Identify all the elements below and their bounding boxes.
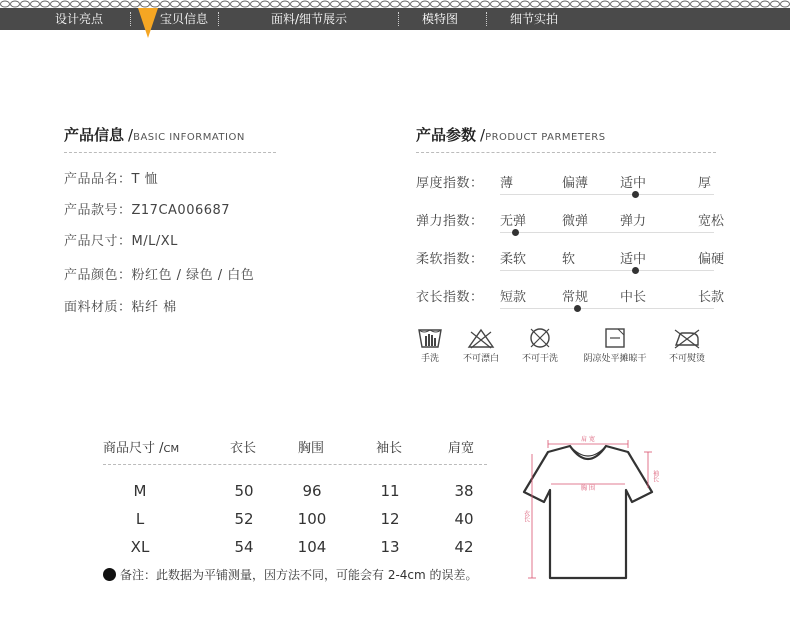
nav-separator <box>486 12 487 26</box>
diagram-label-length: 衣长 <box>522 510 530 522</box>
dry-flat-shade-icon <box>604 327 626 349</box>
param-option: 厚 <box>698 176 712 191</box>
product-params-subtitle: PRODUCT PARMETERS <box>485 132 606 143</box>
diagram-label-shoulder: 肩 宽 <box>581 436 595 443</box>
nav-separator <box>130 12 131 26</box>
care-dry-flat-shade <box>580 327 650 364</box>
nav-item-design[interactable]: 设计亮点 <box>55 12 104 26</box>
param-scale-line <box>500 194 714 195</box>
size-cell-size: XL <box>130 538 150 556</box>
nav-separator <box>398 12 399 26</box>
param-row <box>416 210 725 236</box>
size-cell-value: 54 <box>234 538 254 556</box>
param-option: 偏薄 <box>562 176 589 191</box>
diagram-label-sleeve: 袖长 <box>651 470 659 482</box>
nav-item-product-info[interactable]: 宝贝信息 <box>160 12 209 26</box>
size-cell-value: 52 <box>234 510 254 528</box>
bullet-icon <box>103 568 116 581</box>
size-note <box>103 566 478 583</box>
no-iron-icon <box>672 327 702 349</box>
param-row <box>416 172 716 198</box>
size-table-divider <box>103 464 487 465</box>
param-selected-dot <box>574 305 581 312</box>
param-label: 柔软指数： <box>416 252 484 267</box>
care-label: 不可漂白 <box>462 354 499 364</box>
size-cell-value: 42 <box>454 538 474 556</box>
size-note-text: 备注：此数据为平铺测量，因方法不同，可能会有 2-4cm 的误差。 <box>120 568 478 582</box>
hand-wash-icon <box>417 327 443 349</box>
param-option: 微弹 <box>562 214 589 229</box>
param-selected-dot <box>512 229 519 236</box>
param-option: 弹力 <box>620 214 647 229</box>
param-label: 衣长指数： <box>416 290 484 305</box>
param-option: 柔软 <box>500 252 527 267</box>
product-params-heading <box>416 124 606 145</box>
size-cell-value: 96 <box>302 482 322 500</box>
param-scale-line <box>500 270 714 271</box>
care-label: 手洗 <box>420 354 439 364</box>
param-selected-dot <box>632 267 639 274</box>
param-option: 薄 <box>500 176 514 191</box>
care-no-dry-clean <box>505 327 575 364</box>
param-scale-line <box>500 308 714 309</box>
nav-separator <box>218 12 219 26</box>
param-scale-line <box>500 232 714 233</box>
size-col-length: 衣长 <box>230 441 257 456</box>
size-cell-size: L <box>135 510 145 528</box>
param-label: 弹力指数： <box>416 214 484 229</box>
heading-slash: / <box>128 126 134 144</box>
size-table-title <box>103 437 179 456</box>
size-cell-value: 12 <box>380 510 400 528</box>
param-option: 偏硬 <box>698 252 725 267</box>
size-cell-value: 13 <box>380 538 400 556</box>
size-table-title-text: 商品尺寸 <box>103 441 156 456</box>
info-row-style-no: 产品款号：Z17CA006687 <box>64 203 231 218</box>
param-label: 厚度指数： <box>416 176 484 191</box>
param-selected-dot <box>632 191 639 198</box>
size-cell-value: 38 <box>454 482 474 500</box>
top-wave-border <box>0 0 790 8</box>
active-nav-marker <box>138 8 158 38</box>
size-table-slash: / <box>159 441 164 456</box>
size-cell-size: M <box>133 482 147 500</box>
size-table-unit: CM <box>163 444 180 455</box>
nav-item-fabric-detail[interactable]: 面料/细节展示 <box>271 12 348 26</box>
product-params-title: 产品参数 <box>416 126 477 144</box>
param-option: 无弹 <box>500 214 527 229</box>
no-dry-clean-icon <box>528 327 552 349</box>
care-no-iron <box>652 327 722 364</box>
care-label: 阴凉处平摊晾干 <box>583 354 647 364</box>
care-label: 不可干洗 <box>521 354 558 364</box>
info-row-name: 产品品名：T 恤 <box>64 172 159 187</box>
param-option: 适中 <box>620 176 647 191</box>
param-row <box>416 286 725 312</box>
diagram-label-chest: 胸 围 <box>581 485 595 492</box>
size-col-chest: 胸围 <box>298 441 325 456</box>
product-info-heading <box>64 124 245 145</box>
size-col-sleeve: 袖长 <box>376 441 403 456</box>
heading-slash: / <box>480 126 486 144</box>
product-params-divider <box>416 152 716 153</box>
product-info-title: 产品信息 <box>64 126 125 144</box>
param-row <box>416 248 725 274</box>
size-cell-value: 104 <box>297 538 327 556</box>
size-cell-value: 100 <box>297 510 327 528</box>
info-row-material: 面料材质：粘纤 棉 <box>64 300 177 315</box>
param-option: 常规 <box>562 290 589 305</box>
top-nav <box>0 8 790 30</box>
size-cell-value: 11 <box>380 482 400 500</box>
size-col-shoulder: 肩宽 <box>448 441 475 456</box>
param-option: 长款 <box>698 290 725 305</box>
product-info-divider <box>64 152 276 153</box>
size-cell-value: 50 <box>234 482 254 500</box>
product-info-subtitle: BASIC INFORMATION <box>133 132 245 143</box>
param-option: 中长 <box>620 290 647 305</box>
care-label: 不可熨烫 <box>668 354 705 364</box>
info-row-color: 产品颜色：粉红色 / 绿色 / 白色 <box>64 268 255 283</box>
param-option: 宽松 <box>698 214 725 229</box>
nav-item-detail-photos[interactable]: 细节实拍 <box>510 12 559 26</box>
param-option: 适中 <box>620 252 647 267</box>
nav-item-model[interactable]: 模特图 <box>422 12 459 26</box>
no-bleach-icon <box>467 327 495 349</box>
info-row-size: 产品尺寸：M/L/XL <box>64 234 178 249</box>
size-cell-value: 40 <box>454 510 474 528</box>
tshirt-measurement-diagram <box>518 432 668 582</box>
param-option: 短款 <box>500 290 527 305</box>
param-option: 软 <box>562 252 576 267</box>
